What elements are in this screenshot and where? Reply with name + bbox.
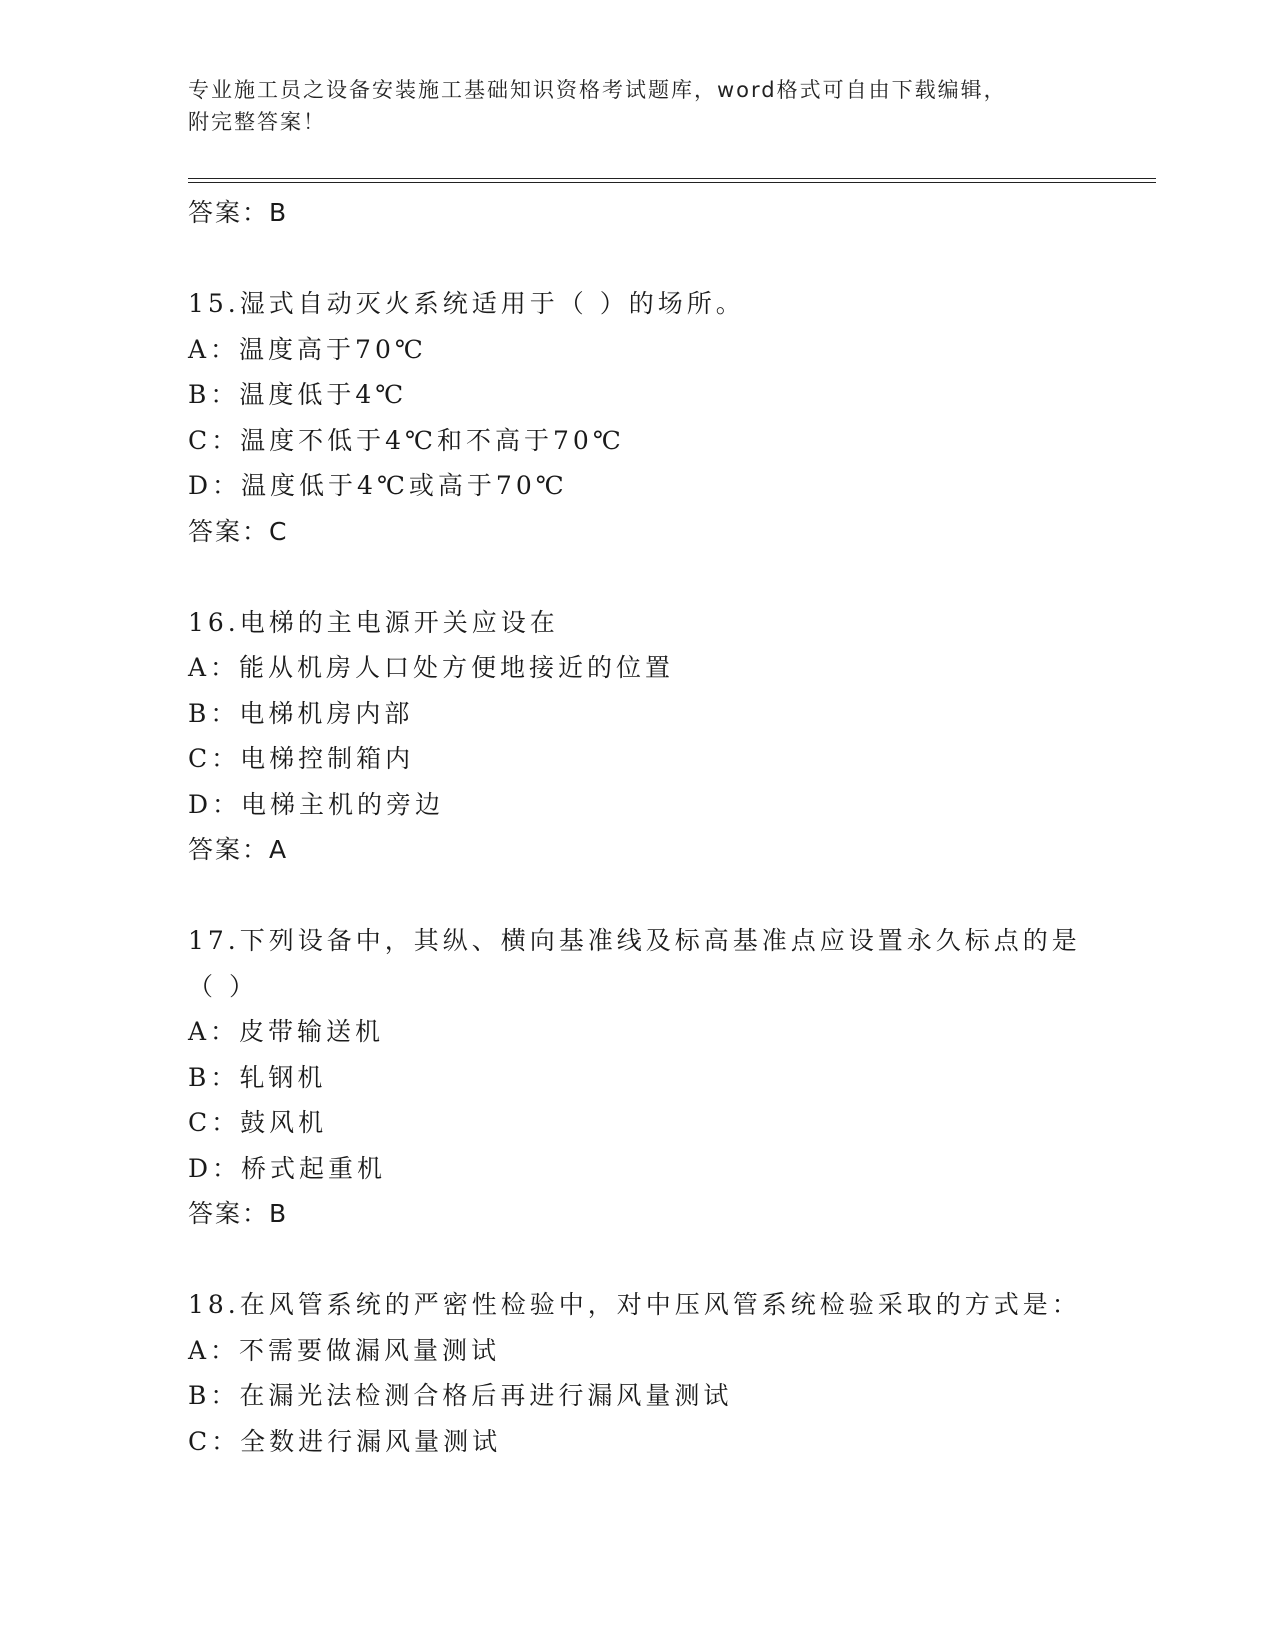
spacer	[188, 554, 1148, 600]
spacer	[188, 1237, 1148, 1283]
option-a: A：温度高于70℃	[188, 334, 427, 364]
document-header	[188, 74, 1088, 138]
question-16	[188, 600, 1148, 873]
previous-answer: 答案：B	[188, 198, 289, 227]
header-line-2: 附完整答案！	[188, 110, 326, 134]
option-c: C：全数进行漏风量测试	[188, 1426, 502, 1456]
header-divider	[188, 178, 1156, 183]
answer: 答案：C	[188, 516, 289, 546]
option-b: B：电梯机房内部	[188, 698, 414, 728]
spacer	[188, 873, 1148, 919]
answer: 答案：A	[188, 835, 289, 864]
question-stem: 17.下列设备中，其纵、横向基准线及标高基准点应设置永久标点的是	[188, 926, 1081, 955]
question-stem: 18.在风管系统的严密性检验中，对中压风管系统检验采取的方式是：	[188, 1290, 1081, 1319]
option-a: A：能从机房人口处方便地接近的位置	[188, 653, 675, 682]
option-c: C：鼓风机	[188, 1108, 328, 1137]
option-b: B：轧钢机	[188, 1062, 327, 1092]
option-a: A：不需要做漏风量测试	[188, 1335, 501, 1365]
question-stem-continued: （ ）	[188, 971, 258, 1001]
question-18	[188, 1282, 1148, 1464]
header-line-1: 专业施工员之设备安装施工基础知识资格考试题库，word格式可自由下载编辑，	[188, 78, 1007, 102]
option-b: B：温度低于4℃	[188, 380, 408, 409]
question-17	[188, 918, 1148, 1237]
option-d: D：温度低于4℃或高于70℃	[188, 471, 568, 500]
option-a: A：皮带输送机	[188, 1017, 385, 1046]
question-list	[188, 190, 1148, 1464]
option-c: C：温度不低于4℃和不高于70℃	[188, 425, 625, 455]
question-stem: 16.电梯的主电源开关应设在	[188, 607, 559, 637]
spacer	[188, 236, 1148, 282]
option-d: D：电梯主机的旁边	[188, 789, 445, 819]
question-15	[188, 281, 1148, 554]
option-c: C：电梯控制箱内	[188, 744, 415, 773]
option-d: D：桥式起重机	[188, 1153, 387, 1183]
answer: 答案：B	[188, 1199, 289, 1228]
question-stem: 15.湿式自动灭火系统适用于（ ）的场所。	[188, 289, 745, 318]
option-b: B：在漏光法检测合格后再进行漏风量测试	[188, 1381, 733, 1410]
